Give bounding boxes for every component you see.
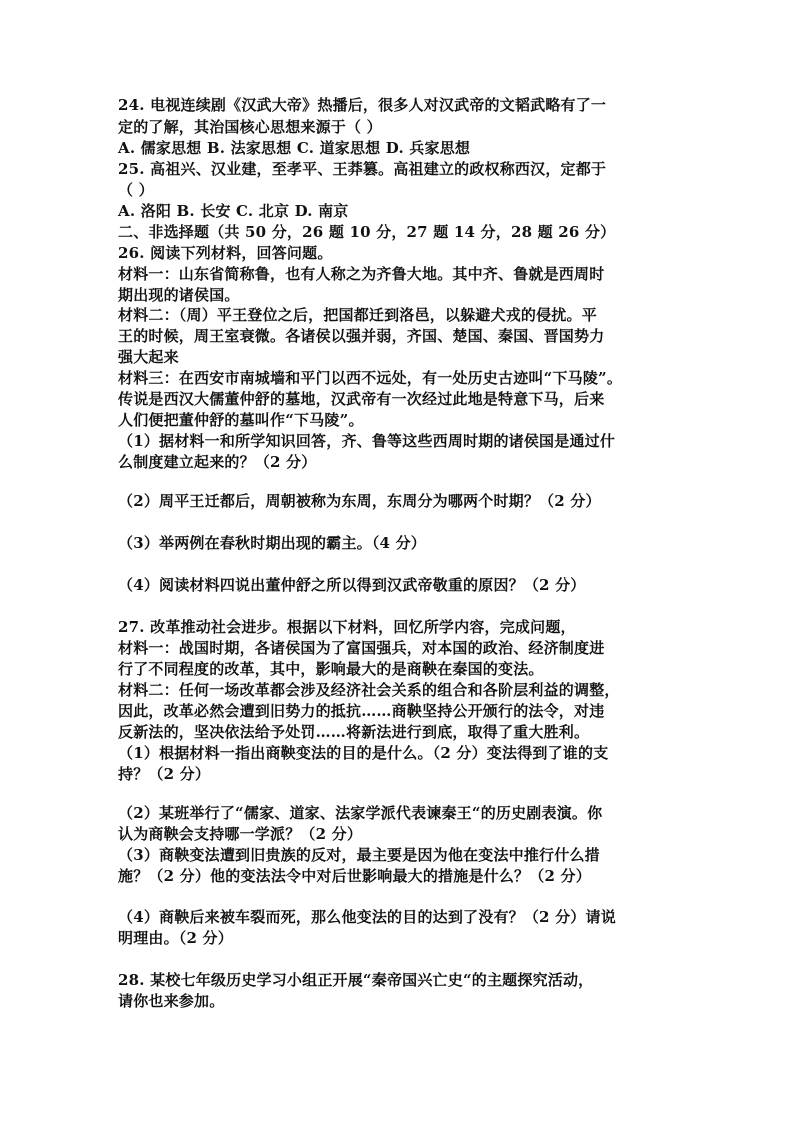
q26-sub-4: （4）阅读材料四说出董仲舒之所以得到汉武帝敬重的原因？（2 分） <box>118 576 586 594</box>
q27-sub-4-line-2: 明理由。（2 分） <box>118 929 233 947</box>
q27-sub-4-line-1: （4）商鞅后来被车裂而死，那么他变法的目的达到了没有？（2 分）请说 <box>118 908 616 926</box>
q26-sub-3: （3）举两例在春秋时期出现的霸主。（4 分） <box>118 534 426 552</box>
q25-line-1: 25. 高祖兴、汉业建，至孝平、王莽篡。高祖建立的政权称西汉，定都于 <box>118 160 607 178</box>
q25-options: A. 洛阳 B. 长安 C. 北京 D. 南京 <box>118 202 349 220</box>
q27-material-2-line-3: 反新法的，坚决依法给予处罚……将新法进行到底，取得了重大胜利。 <box>118 723 590 741</box>
q24-line-1: 24. 电视连续剧《汉武大帝》热播后，很多人对汉武帝的文韬武略有了一 <box>118 96 607 114</box>
q26-sub-1-line-1: （1）据材料一和所学知识回答，齐、鲁等这些西周时期的诸侯国是通过什 <box>118 432 616 450</box>
q26-sub-2: （2）周平王迁都后，周朝被称为东周，东周分为哪两个时期？（2 分） <box>118 492 601 510</box>
q26-material-1-line-2: 期出现的诸侯国。 <box>118 286 240 304</box>
q28-line-2: 请你也来参加。 <box>118 992 225 1010</box>
section-2-title: 二、非选择题（共 50 分，26 题 10 分，27 题 14 分，28 题 26 分） <box>118 223 616 241</box>
q27-material-1-line-1: 材料一：战国时期，各诸侯国为了富国强兵，对本国的政治、经济制度进 <box>118 639 605 657</box>
q26-material-3-line-3: 人们便把董仲舒的墓叫作“下马陵”。 <box>118 411 364 429</box>
q27-sub-2-line-2: 认为商鞅会支持哪一学派？（2 分） <box>118 825 363 843</box>
q24-line-2: 定的了解，其治国核心思想来源于（ ） <box>118 118 382 136</box>
q27-sub-1-line-1: （1）根据材料一指出商鞅变法的目的是什么。（2 分）变法得到了谁的支 <box>118 744 609 762</box>
q26-material-1-line-1: 材料一：山东省简称鲁，也有人称之为齐鲁大地。其中齐、鲁就是西周时 <box>118 265 605 283</box>
q24-options: A. 儒家思想 B. 法家思想 C. 道家思想 D. 兵家思想 <box>118 139 471 157</box>
q27-sub-3-line-1: （3）商鞅变法遭到旧贵族的反对，最主要是因为他在变法中推行什么措 <box>118 846 600 864</box>
q27-sub-1-line-2: 持？（2 分） <box>118 765 211 783</box>
q26-material-2-line-3: 强大起来 <box>118 348 179 366</box>
q26-material-2-line-1: 材料二：（周）平王登位之后，把国都迁到洛邑，以躲避犬戎的侵扰。平 <box>118 306 597 324</box>
q27-sub-3-line-2: 施？（2 分）他的变法法令中对后世影响最大的措施是什么？（2 分） <box>118 867 591 885</box>
q27-sub-2-line-1: （2）某班举行了“儒家、道家、法家学派代表谏秦王“的历史剧表演。你 <box>118 804 603 822</box>
q27-stem: 27. 改革推动社会进步。根据以下材料，回忆所学内容，完成问题， <box>118 618 576 636</box>
q26-material-3-line-1: 材料三：在西安市南城墙和平门以西不远处，有一处历史古迹叫“下马陵”。 <box>118 369 623 387</box>
q27-material-1-line-2: 行了不同程度的改革，其中，影响最大的是商鞅在秦国的变法。 <box>118 660 544 678</box>
q26-stem: 26. 阅读下列材料，回答问题。 <box>118 244 333 262</box>
q27-material-2-line-2: 因此，改革必然会遭到旧势力的抵抗……商鞅坚持公开颁行的法令，对违 <box>118 702 605 720</box>
q26-material-2-line-2: 王的时候，周王室衰微。各诸侯以强并弱，齐国、楚国、秦国、晋国势力 <box>118 327 605 345</box>
q25-line-2: （ ） <box>118 181 154 199</box>
q27-material-2-line-1: 材料二：任何一场改革都会涉及经济社会关系的组合和各阶层利益的调整， <box>118 681 620 699</box>
q28-line-1: 28. 某校七年级历史学习小组正开展“秦帝国兴亡史“的主题探究活动， <box>118 971 594 989</box>
q26-material-3-line-2: 传说是西汉大儒董仲舒的墓地，汉武帝有一次经过此地是特意下马，后来 <box>118 390 605 408</box>
q26-sub-1-line-2: 么制度建立起来的？（2 分） <box>118 453 317 471</box>
